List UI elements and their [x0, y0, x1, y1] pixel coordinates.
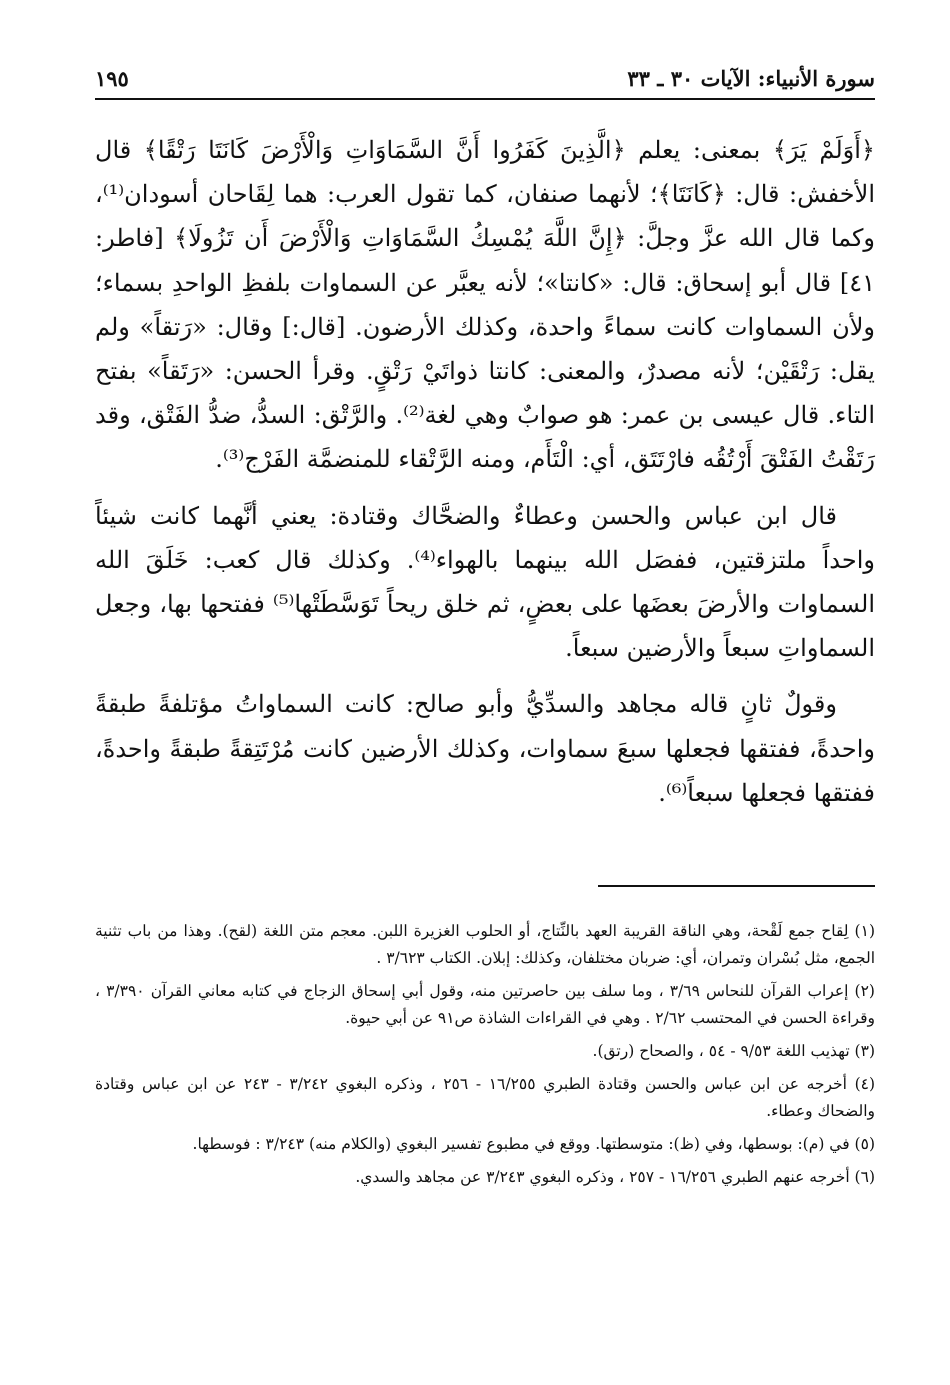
footnote: (٢) إعراب القرآن للنحاس ٣/٦٩ ، وما سلف بين حاصرتين منه، وقول أبي إسحاق الزجاج في كتابه معاني القرآن ٣/٣٩٠ ، وقراءة الحسن في المحتسب ٢/٦٢ . وهي في القراءات الشاذة ص٩١ عن أبي حيوة.	[95, 982, 875, 1027]
running-title: سورة الأنبياء: الآيات ٣٠ ـ ٣٣	[627, 65, 875, 91]
page-header	[95, 58, 875, 100]
footnote: (١) لِقاح جمع لَقْحة، وهي الناقة القريبة العهد بالنِّتاج، أو الحلوب الغزيرة اللبن. معجم متن اللغة (لقح). وهذا من باب تثنية الجمع، مثل بُسْران وتمران، أي: ضربان مختلفان، وكذلك: إبلان. الكتاب ٣/٦٢٣ .	[95, 922, 875, 967]
footnote-separator	[598, 885, 875, 887]
paragraph: قال ابن عباس والحسن وعطاءٌ والضحَّاك وقتادة: يعني أنَّهما كانت شيئاً واحداً ملتزقتين، ففصَل الله بينهما بالهواء⁽⁴⁾. وكذلك قال كعب: خَلَقَ الله السماوات والأرضَ بعضَها على بعضٍ، ثم خلق ريحاً تَوَسَّطَتْها⁽⁵⁾ ففتحها بها، وجعل السماواتِ سبعاً والأرضين سبعاً.	[95, 501, 876, 663]
footnote: (٣) تهذيب اللغة ٩/٥٣ - ٥٤ ، والصحاح (رتق).	[592, 1042, 875, 1060]
footnote: (٥) في (م): بوسطها، وفي (ظ): متوسطتها. ووقع في مطبوع تفسير البغوي (والكلام منه) ٣/٢٤٣ : فوسطها.	[192, 1135, 875, 1153]
paragraph: ﴿أَوَلَمْ يَرَ﴾ بمعنى: يعلم ﴿الَّذِينَ كَفَرُوا أَنَّ السَّمَاوَاتِ وَالْأَرْضَ كَانَتَا رَتْقًا﴾ قال الأخفش: قال: ﴿كَانَتَا﴾؛ لأنهما صنفان، كما تقول العرب: هما لِقَاحان أسودان⁽¹⁾، وكما قال الله عزَّ وجلَّ: ﴿إِنَّ اللَّهَ يُمْسِكُ السَّمَاوَاتِ وَالْأَرْضَ أَن تَزُولَا﴾ [فاطر: ٤١] قال أبو إسحاق: قال: «كانتا»؛ لأنه يعبَّر عن السماوات بلفظِ الواحدِ بسماء؛ ولأن السماوات كانت سماءً واحدة، وكذلك الأرضون. [قال:] وقال: «رَتقاً» ولم يقل: رَتْقَيْن؛ لأنه مصدرٌ، والمعنى: كانتا ذواتَيْ رَتْقٍ. وقرأ الحسن: «رَتَقاً» بفتح التاء. قال عيسى بن عمر: هو صوابٌ وهي لغة⁽²⁾. والرَّتْق: السدُّ، ضدُّ الفَتْق، وقد رَتَقْتُ الفَتْقَ أَرْتُقُه فارْتَتَق، أي: الْتَأَم، ومنه الرَّتْقاء للمنضمَّة الفَرْج⁽³⁾.	[95, 136, 875, 474]
main-text	[95, 128, 875, 815]
footnote: (٦) أخرجه عنهم الطبري ١٦/٢٥٦ - ٢٥٧ ، وذكره البغوي ٣/٢٤٣ عن مجاهد والسدي.	[355, 1168, 875, 1186]
paragraph: وقولٌ ثانٍ قاله مجاهد والسدِّيُّ وأبو صالح: كانت السماواتُ مؤتلفةً طبقةً واحدةً، ففتقها فجعلها سبعَ سماوات، وكذلك الأرضين كانت مُرْتَتِقةً طبقةً واحدةً، ففتقها فجعلها سبعاً⁽⁶⁾.	[95, 690, 875, 807]
footnotes	[95, 918, 875, 1197]
footnote: (٤) أخرجه عن ابن عباس والحسن وقتادة الطبري ١٦/٢٥٥ - ٢٥٦ ، وذكره البغوي ٣/٢٤٢ - ٢٤٣ عن ابن عباس وقتادة والضحاك وعطاء.	[95, 1075, 876, 1120]
page-number: ١٩٥	[95, 65, 129, 91]
